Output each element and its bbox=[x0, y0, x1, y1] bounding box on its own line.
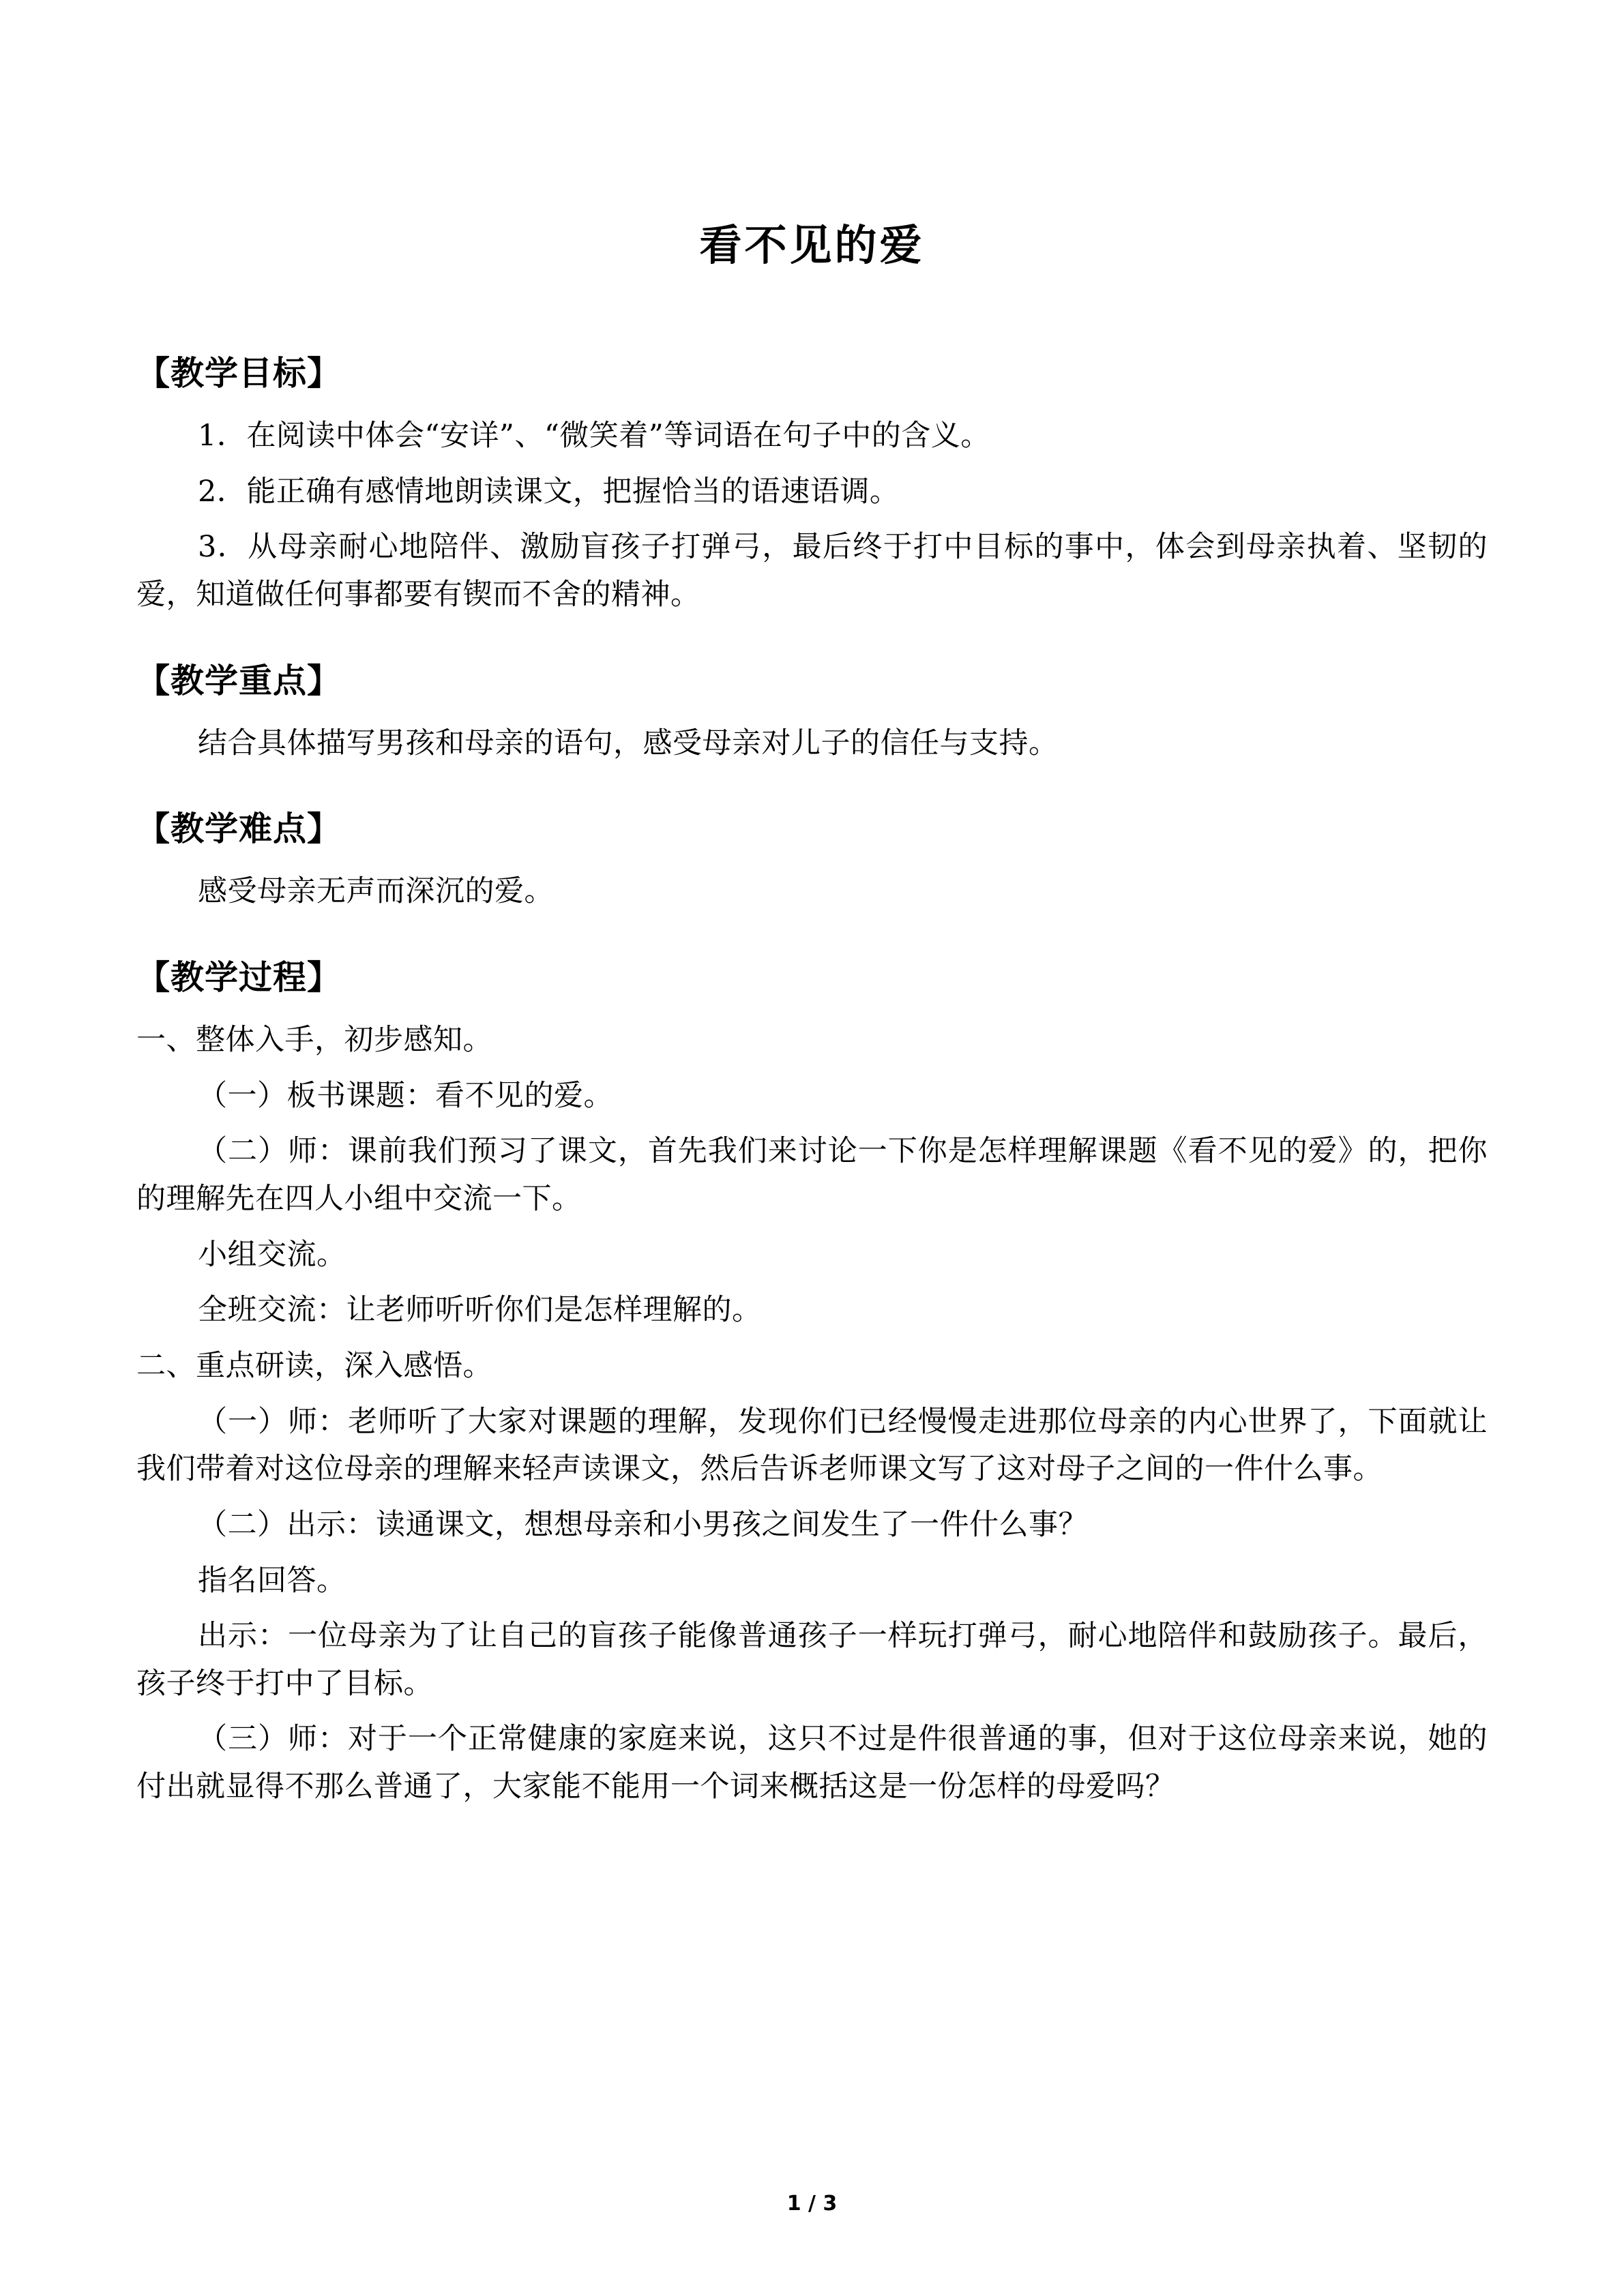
difficulties-text: 感受母亲无声而深沉的爱。 bbox=[198, 874, 554, 909]
process-group-discussion: 小组交流。 bbox=[198, 1237, 346, 1272]
page-title: 看不见的爱 bbox=[699, 220, 925, 270]
objective-item-2: 2．能正确有感情地朗读课文，把握恰当的语速语调。 bbox=[198, 474, 900, 509]
section-heading-process: 【教学过程】 bbox=[136, 957, 342, 997]
process-class-discussion: 全班交流：让老师听听你们是怎样理解的。 bbox=[198, 1293, 762, 1328]
key-points-text: 结合具体描写男孩和母亲的语句，感受母亲对儿子的信任与支持。 bbox=[198, 726, 1059, 760]
process-step-2-c: （三）师：对于一个正常健康的家庭来说，这只不过是件很普通的事，但对于这位母亲来说，她的付出就显得不那么普通了，大家能不能用一个词来概括这是一份怎样的母爱吗？ bbox=[136, 1722, 1488, 1804]
objective-item-3: 3．从母亲耐心地陪伴、激励盲孩子打弹弓，最后终于打中目标的事中，体会到母亲执着、坚韧的爱，知道做任何事都要有锲而不舍的精神。 bbox=[136, 530, 1488, 612]
page-number: 1 / 3 bbox=[786, 2192, 838, 2216]
process-step-2-heading: 二、重点研读，深入感悟。 bbox=[136, 1348, 492, 1383]
process-step-2-a: （一）师：老师听了大家对课题的理解，发现你们已经慢慢走进那位母亲的内心世界了，下面就让我们带着对这位母亲的理解来轻声读课文，然后告诉老师课文写了这对母子之间的一件什么事。 bbox=[136, 1404, 1488, 1487]
process-named-answer: 指名回答。 bbox=[198, 1563, 346, 1598]
process-display-summary: 出示：一位母亲为了让自己的盲孩子能像普通孩子一样玩打弹弓，耐心地陪伴和鼓励孩子。最后，孩子终于打中了目标。 bbox=[136, 1619, 1488, 1701]
process-step-2-b: （二）出示：读通课文，想想母亲和小男孩之间发生了一件什么事？ bbox=[198, 1507, 1088, 1542]
section-heading-objectives: 【教学目标】 bbox=[136, 353, 342, 393]
process-step-1-heading: 一、整体入手，初步感知。 bbox=[136, 1022, 492, 1057]
section-heading-difficulties: 【教学难点】 bbox=[136, 809, 342, 849]
section-heading-key-points: 【教学重点】 bbox=[136, 660, 342, 700]
process-step-1-b: （二）师：课前我们预习了课文，首先我们来讨论一下你是怎样理解课题《看不见的爱》的，把你的理解先在四人小组中交流一下。 bbox=[136, 1134, 1488, 1216]
process-step-1-a: （一）板书课题：看不见的爱。 bbox=[198, 1078, 613, 1113]
objective-item-1: 1．在阅读中体会“安详”、“微笑着”等词语在句子中的含义。 bbox=[198, 419, 990, 453]
